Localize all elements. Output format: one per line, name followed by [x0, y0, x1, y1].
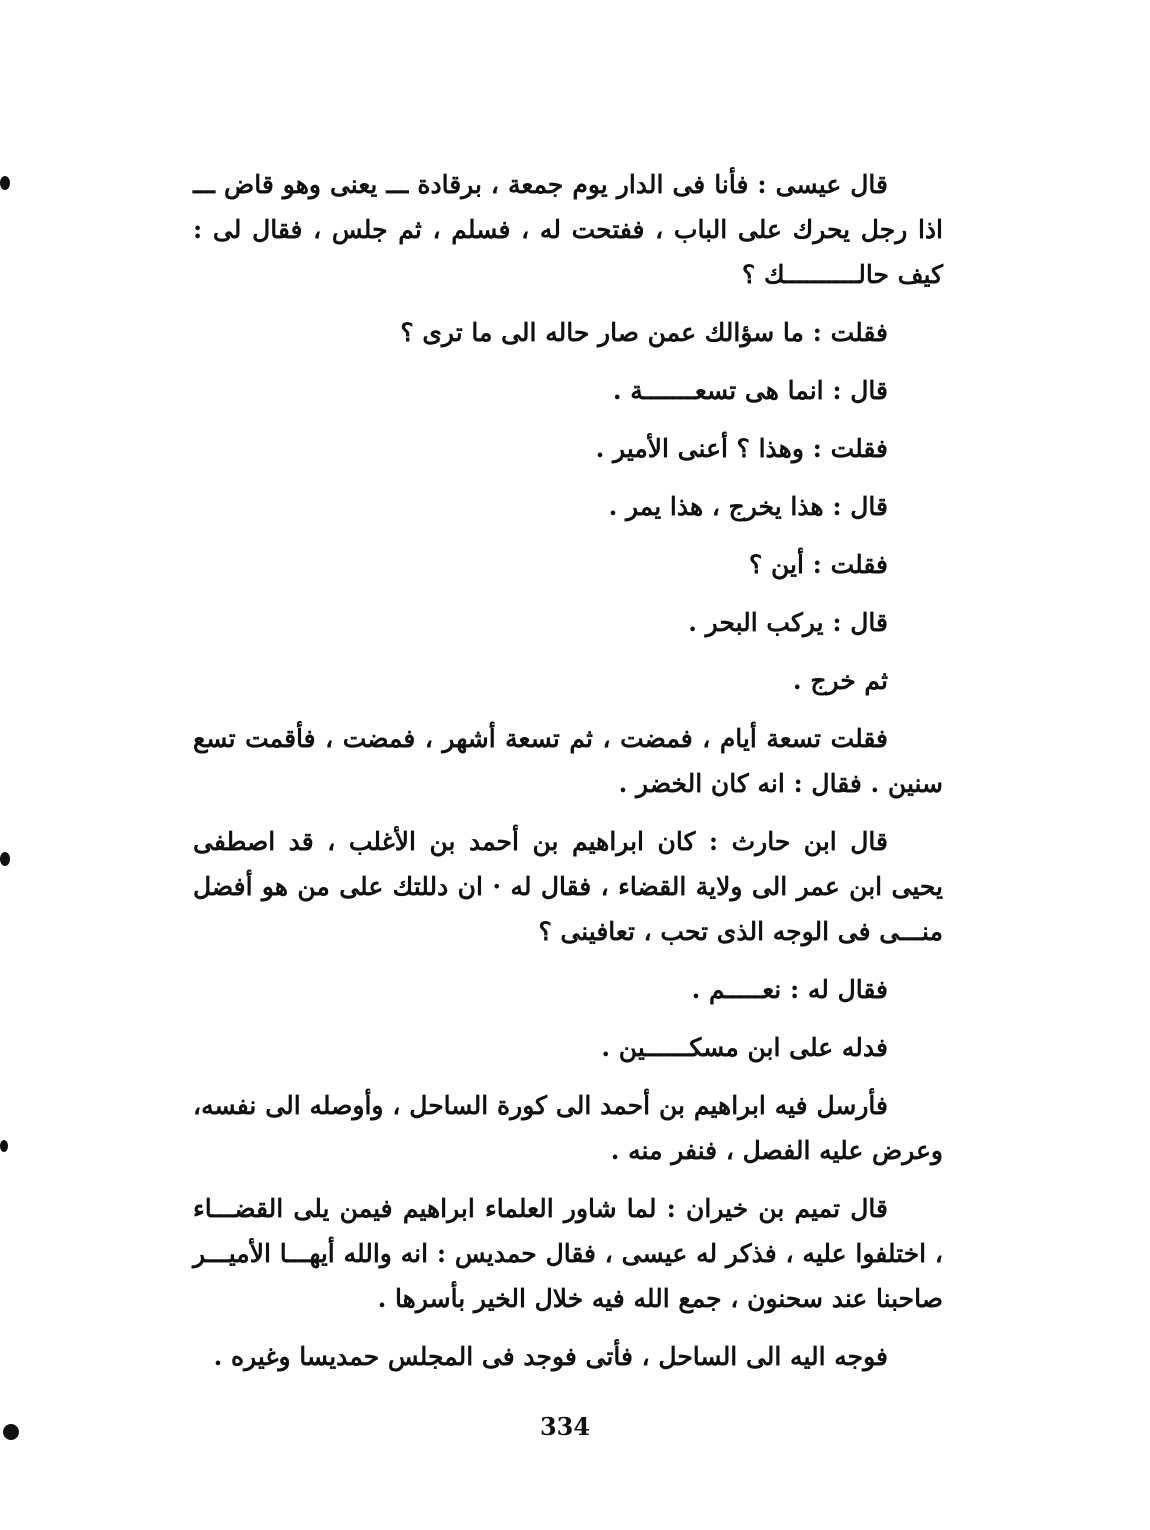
paragraph: قال ابن حارث : كان ابراهيم بن أحمد بن الأغلب ، قد اصطفى يحيى ابن عمر الى ولاية القضاء ، فقال له · ان دللتك على من هو أفضل منـــى فى الوجه الذى تحب ، تعافينى ؟ [193, 827, 943, 946]
dialog-line: فقلت : أين ؟ [749, 550, 888, 579]
dialog-line: ثم خرج . [792, 666, 888, 695]
dialog-line: فقلت : ما سؤالك عمن صار حاله الى ما ترى ؟ [400, 318, 888, 347]
paragraph: فأرسل فيه ابراهيم بن أحمد الى كورة الساحل ، وأوصله الى نفسه، وعرض عليه الفصل ، فنفر منه . [193, 1091, 943, 1165]
binding-hole-mark [0, 176, 10, 190]
paragraph: قال تميم بن خيران : لما شاور العلماء ابراهيم فيمن يلى القضـــاء ، اختلفوا عليه ، فذكر له عيسى ، فقال حمديس : انه والله أيهـــا الأميـــر صاحبنا عند سحنون ، جمع الله فيه خلال الخير بأسرها . [193, 1194, 943, 1313]
binding-hole-mark [3, 1424, 19, 1440]
body-text [193, 162, 943, 1392]
paragraph: قال عيسى : فأنا فى الدار يوم جمعة ، برقادة ـــ يعنى وهو قاض ـــ اذا رجل يحرك على الباب ، ففتحت له ، فسلم ، ثم جلس ، فقال لى : كيف حالــــــــــك ؟ [193, 170, 943, 289]
paragraph: فقلت تسعة أيام ، فمضت ، ثم تسعة أشهر ، فمضت ، فأقمت تسع سنين . فقال : انه كان الخضر . [193, 724, 943, 798]
binding-hole-mark [0, 852, 10, 866]
page-number: 334 [539, 1412, 591, 1441]
dialog-line: فدله على ابن مسكــــــين . [601, 1033, 888, 1062]
dialog-line: قال : هذا يخرج ، هذا يمر . [608, 492, 888, 521]
dialog-line: فقلت : وهذا ؟ أعنى الأمير . [595, 434, 888, 463]
paragraph: فوجه اليه الى الساحل ، فأتى فوجد فى المجلس حمديسا وغيره . [213, 1342, 888, 1371]
dialog-line: فقال له : نعـــــم . [691, 975, 888, 1004]
dialog-line: قال : انما هى تسعـــــــة . [612, 376, 888, 405]
dialog-line: قال : يركب البحر . [688, 608, 888, 637]
binding-hole-mark [0, 1140, 8, 1152]
